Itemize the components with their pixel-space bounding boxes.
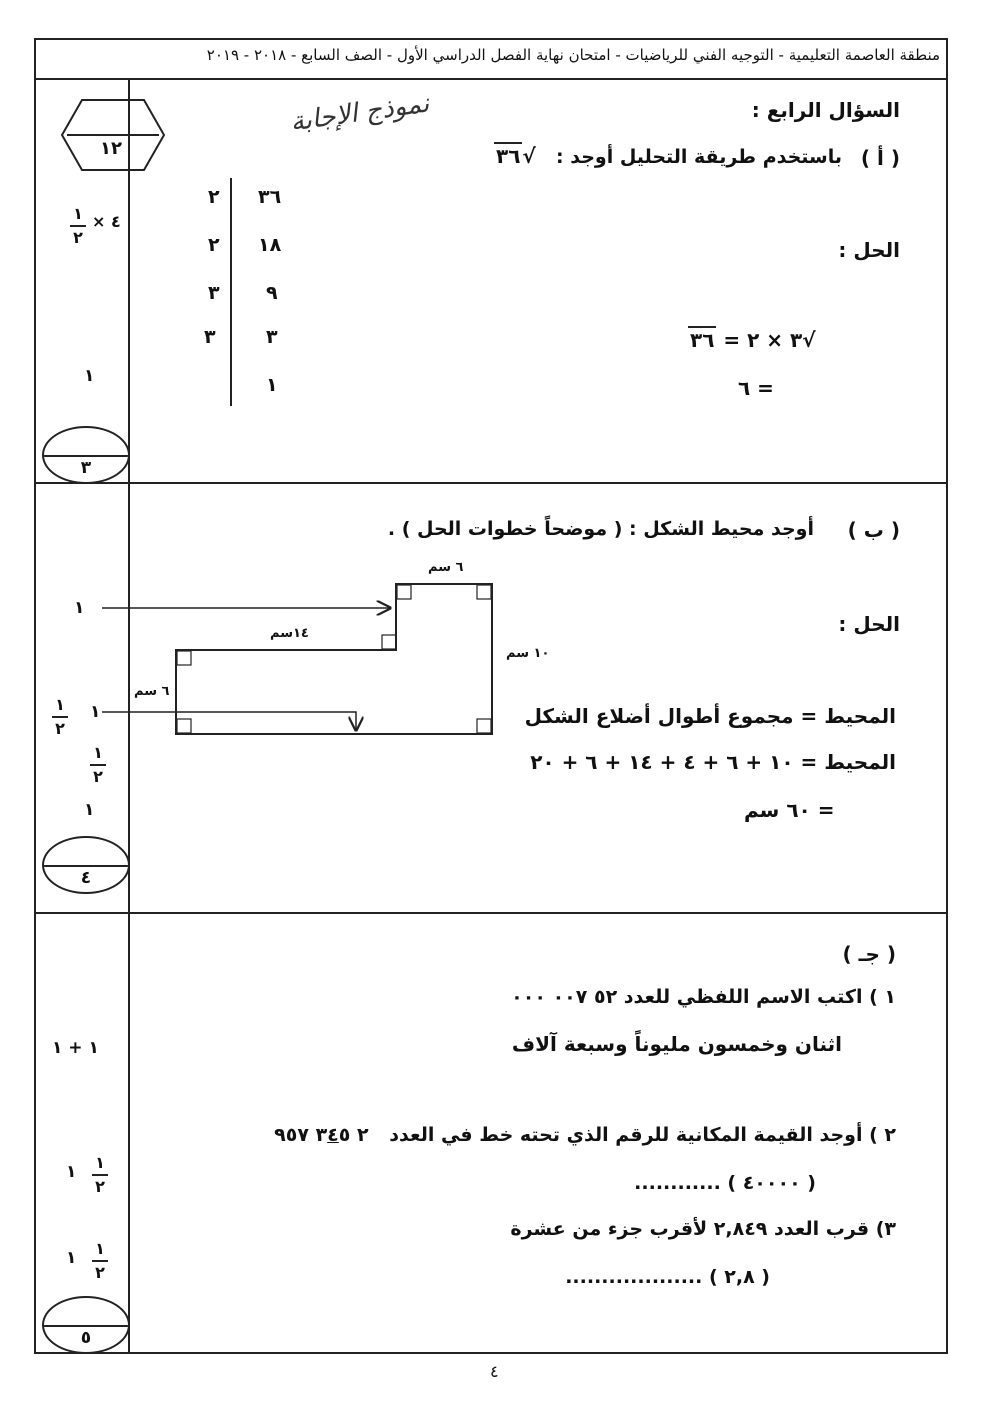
factor-number: ١٨	[258, 234, 282, 256]
header-title: منطقة العاصمة التعليمية - التوجيه الفني للرياضيات - امتحان نهاية الفصل الدراسي الأول - الصف السابع - ٢٠١٨ - ٢٠١٩	[206, 46, 940, 64]
perimeter-line-1: المحيط = مجموع أطوال أضلاع الشكل	[524, 704, 896, 728]
q2-text: ٢ ) أوجد القيمة المكانية للرقم الذي تحته خط في العدد	[389, 1124, 896, 1146]
result-equation: ٣ × ٢ =	[723, 328, 803, 352]
part-c-fraction-mark-2: ١ ٢	[92, 1240, 108, 1282]
dim-left: ٦ سم	[134, 684, 170, 699]
question-title: السؤال الرابع :	[751, 98, 900, 122]
factor-number: ٩	[266, 282, 278, 304]
factor-ladder-line	[230, 178, 232, 406]
radical-sign-icon: √	[522, 144, 536, 168]
factor-prime: ٢	[208, 234, 220, 256]
part-c-q1: ١ ) اكتب الاسم اللفظي للعدد ٥٢ ٠٠٧ ٠٠٠	[511, 986, 896, 1008]
part-c-a1: اثنان وخمسون مليوناً وسبعة آلاف	[511, 1032, 842, 1056]
total-mark: ١٢	[100, 138, 122, 159]
part-c-mark-1: ١ + ١	[52, 1038, 99, 1058]
total-mark-hexagon	[60, 98, 166, 172]
part-c-q3: ٣) قرب العدد ٢,٨٤٩ لأقرب جزء من عشرة	[510, 1218, 896, 1240]
perimeter-line-3: = ٦٠ سم	[744, 798, 835, 822]
factor-number: ٣٦	[258, 186, 282, 208]
part-a-times-mark: × ٤	[92, 212, 121, 231]
arrow-2	[102, 712, 356, 730]
part-c-mark-3: ١	[66, 1248, 77, 1268]
perimeter-line-2: المحيط = ١٠ + ٦ + ٤ + ١٤ + ٦ + ٢٠	[530, 750, 896, 774]
part-a-score-circle: ٣	[42, 426, 130, 484]
part-b-fraction-mark-1: ١ ٢	[52, 696, 68, 738]
dim-right: ١٠ سم	[506, 646, 550, 661]
factor-prime: ٣	[204, 326, 216, 348]
part-c-a3: ( ٢,٨ ) ...................	[565, 1266, 770, 1288]
answer-model-stamp: نموذج الإجابة	[288, 88, 431, 138]
part-a-result-line-2: = ٦	[738, 376, 774, 400]
factor-number: ١	[266, 374, 278, 396]
section-divider-1	[34, 482, 948, 484]
part-a-mark-one: ١	[84, 366, 95, 386]
part-c-score-circle: ٥	[42, 1296, 130, 1354]
dim-middle: ١٤سم	[270, 626, 309, 641]
factor-prime: ٣	[208, 282, 220, 304]
header-divider	[34, 78, 948, 80]
result-radical: ٣٦	[690, 328, 715, 352]
part-b-label: ( ب )	[847, 518, 900, 542]
factor-number: ٣	[266, 326, 278, 348]
part-a-radical	[494, 144, 536, 168]
factor-prime: ٢	[208, 186, 220, 208]
part-a-result-line-1	[688, 328, 816, 352]
part-b-mark-b: ١	[90, 702, 101, 722]
page-number: ٤	[490, 1362, 499, 1381]
part-b-score-circle: ٤	[42, 836, 130, 894]
part-c-mark-2: ١	[66, 1162, 77, 1182]
part-c-q2	[274, 1124, 896, 1146]
part-c-label: ( جـ )	[842, 942, 896, 966]
dim-top: ٦ سم	[428, 560, 464, 575]
part-a-solution-label: الحل :	[838, 238, 900, 262]
part-c-fraction-mark-1: ١ ٢	[92, 1154, 108, 1196]
radical-sign-icon: √	[802, 328, 816, 352]
radical-value: ٣٦	[496, 144, 521, 168]
section-divider-2	[34, 912, 948, 914]
part-a-fraction-mark: ١ ٢	[70, 205, 86, 247]
perimeter-figure	[100, 570, 520, 760]
part-b-solution-label: الحل :	[838, 612, 900, 636]
part-a-prompt: باستخدم طريقة التحليل أوجد :	[556, 146, 842, 168]
q2-number: ٢ ٣٤٥ ٩٥٧	[274, 1124, 369, 1146]
part-b-mark-a: ١	[74, 598, 85, 618]
part-b-prompt: أوجد محيط الشكل : ( موضحاً خطوات الحل ) .	[387, 518, 814, 540]
part-c-a2: ( ٤٠٠٠٠ ) ............	[634, 1172, 816, 1194]
part-b-fraction-mark-2: ١ ٢	[90, 744, 106, 786]
part-b-mark-c: ١	[84, 800, 95, 820]
part-a-label: ( أ )	[860, 146, 900, 170]
